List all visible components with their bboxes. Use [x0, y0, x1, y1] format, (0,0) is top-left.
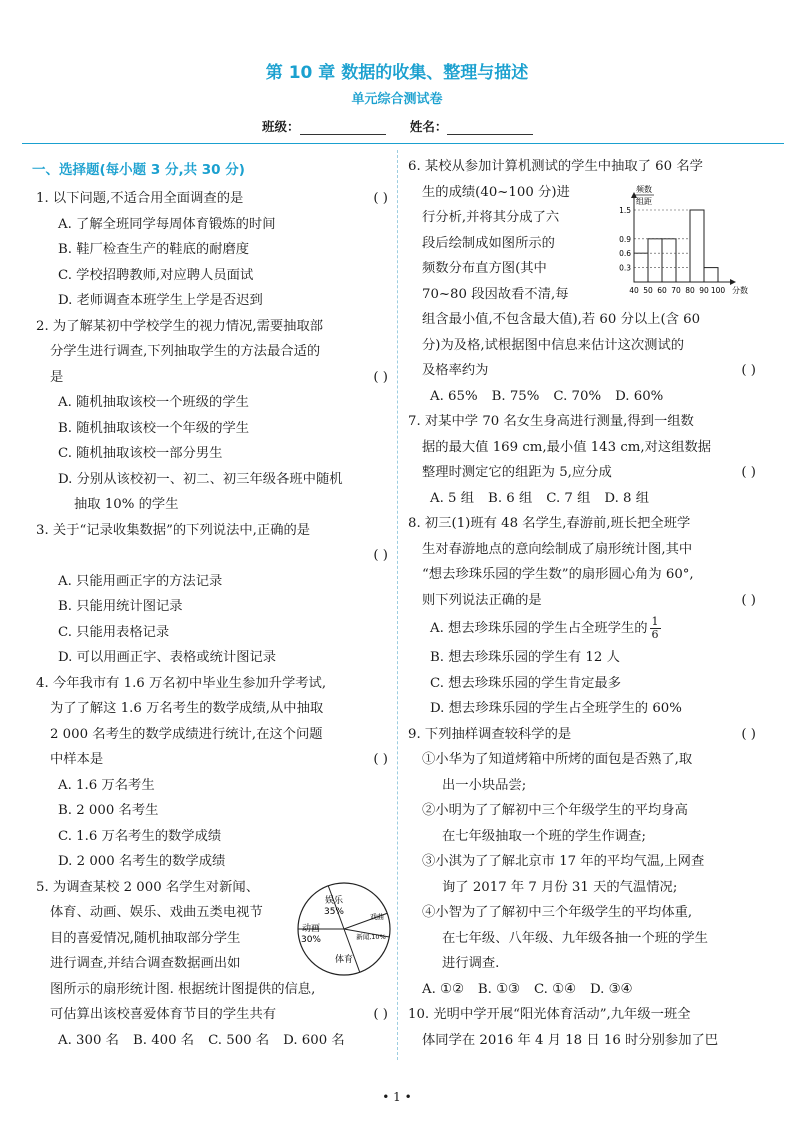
class-field[interactable]	[300, 122, 386, 135]
option[interactable]	[408, 613, 760, 645]
question-2	[36, 314, 392, 518]
option[interactable]: A. ①②	[422, 981, 464, 997]
q8-line: 则下列说法正确的是	[422, 592, 542, 608]
q8-option-a-text: A. 想去珍珠乐园的学生占全班学生的	[430, 621, 648, 636]
answer-bracket[interactable]: ( )	[741, 465, 756, 480]
page-subtitle: 单元综合测试卷	[351, 92, 443, 107]
option-continued: 抽取 10% 的学生	[74, 497, 179, 512]
x-tick-label: 60	[657, 286, 667, 295]
q1-stem: 1. 以下问题,不适合用全面调查的是	[36, 191, 244, 206]
page-number: • 1 •	[382, 1090, 412, 1104]
q10-line: 体同学在 2016 年 4 月 18 日 16 时分别参加了巴	[422, 1032, 719, 1048]
q2-line: 分学生进行调查,下列抽取学生的方法最合适的	[50, 344, 321, 359]
answer-bracket[interactable]: ( )	[373, 191, 388, 206]
q9-item: 询了 2017 年 7 月份 31 天的气温情况;	[442, 879, 678, 895]
option[interactable]: A. 300 名	[58, 1032, 119, 1048]
q5-line: 进行调查,并结合调查数据画出如	[50, 956, 241, 971]
name-label: 姓名：	[409, 119, 448, 134]
q7-line: 整理时测定它的组距为 5,应分成	[422, 465, 612, 480]
q6-line: 6. 某校从参加计算机测试的学生中抽取了 60 名学	[408, 159, 703, 174]
question-8	[408, 511, 760, 722]
q9-item: 进行调查.	[442, 956, 500, 971]
q7-line: 据的最大值 169 cm,最小值 143 cm,对这组数据	[422, 439, 712, 455]
question-3	[36, 518, 392, 671]
x-tick-label: 50	[643, 286, 653, 295]
option[interactable]: B. 想去珍珠乐园的学生有 12 人	[430, 650, 620, 665]
option[interactable]: D. 老师调查本班学生上学是否迟到	[58, 293, 263, 308]
q9-stem: 9. 下列抽样调查较科学的是	[408, 726, 572, 742]
q2-line: 是	[50, 369, 64, 385]
fraction-denominator: 6	[651, 628, 659, 641]
x-tick-label: 70	[671, 286, 681, 295]
q4-line: 中样本是	[50, 752, 104, 767]
pie-label-animation-pct: 30%	[300, 934, 322, 945]
q9-item: ④小智为了了解初中三个年级学生的平均体重,	[422, 905, 693, 920]
q3-stem: 3. 关于“记录收集数据”的下列说法中,正确的是	[36, 522, 311, 538]
option[interactable]: C. 1.6 万名考生的数学成绩	[58, 828, 222, 844]
y-tick-label: 1.5	[619, 206, 631, 215]
question-4	[36, 671, 392, 875]
q2-line: 2. 为了解某初中学校学生的视力情况,需要抽取部	[36, 318, 324, 334]
option[interactable]: B. ①③	[477, 981, 520, 997]
option[interactable]: D. 2 000 名考生的数学成绩	[58, 854, 226, 869]
q6-line: 及格率约为	[422, 363, 489, 378]
option[interactable]: C. 7 组	[546, 490, 591, 506]
y-tick-label: 0.6	[619, 249, 631, 259]
option[interactable]: D. 分别从该校初一、初二、初三年级各班中随机	[58, 471, 343, 487]
x-tick-label: 100	[710, 286, 726, 295]
option[interactable]: D. 60%	[615, 388, 664, 404]
q6-line: 频数分布直方图(其中	[422, 261, 547, 276]
header-divider	[22, 143, 784, 144]
option[interactable]: C. 学校招聘教师,对应聘人员面试	[58, 267, 254, 283]
q5-line: 图所示的扇形统计图. 根据统计图提供的信息,	[50, 981, 316, 997]
option[interactable]: D. 8 组	[604, 490, 650, 506]
q9-item: ③小淇为了了解北京市 17 年的平均气温,上网查	[422, 854, 705, 869]
option[interactable]: B. 2 000 名考生	[58, 803, 159, 818]
x-tick-label: 40	[629, 286, 639, 295]
option[interactable]: C. 只能用表格记录	[58, 624, 170, 640]
option[interactable]: A. 5 组	[430, 490, 475, 506]
option[interactable]: C. 想去珍珠乐园的学生肯定最多	[430, 675, 622, 691]
option[interactable]: A. 了解全班同学每周体育锻炼的时间	[58, 216, 276, 232]
question-1	[36, 186, 392, 314]
q6-line: 行分析,并将其分成了六	[422, 210, 560, 225]
x-tick-label: 80	[685, 286, 695, 295]
q5-line: 5. 为调查某校 2 000 名学生对新闻、	[36, 879, 259, 895]
question-7	[408, 409, 760, 511]
option[interactable]: C. 随机抽取该校一部分男生	[58, 446, 223, 461]
pie-label-opera: 戏曲	[370, 912, 384, 921]
q5-line: 目的喜爱情况,随机抽取部分学生	[50, 930, 241, 946]
y-tick-label: 0.3	[619, 263, 631, 273]
option[interactable]: C. ①④	[533, 981, 576, 997]
q8-line: 8. 初三(1)班有 48 名学生,春游前,班长把全班学	[408, 516, 691, 531]
q4-line: 为了了解这 1.6 万名考生的数学成绩,从中抽取	[50, 701, 324, 716]
q9-item: 出一小块品尝;	[442, 777, 527, 793]
student-info	[262, 117, 553, 135]
option[interactable]: B. 75%	[491, 388, 540, 404]
q8-line: “想去珍珠乐园的学生数”的扇形圆心角为 60°,	[422, 567, 694, 582]
fraction	[650, 616, 661, 641]
option[interactable]: D. 可以用画正字、表格或统计图记录	[58, 650, 277, 665]
option[interactable]: C. 500 名	[208, 1032, 270, 1048]
answer-bracket[interactable]: ( )	[741, 726, 756, 742]
q9-item: 在七年级抽取一个班的学生作调查;	[442, 828, 646, 844]
option[interactable]: D. 600 名	[283, 1032, 345, 1048]
fraction-numerator: 1	[651, 615, 659, 628]
option[interactable]: B. 400 名	[132, 1032, 195, 1048]
y-tick-label: 0.9	[619, 234, 631, 244]
pie-label-entertainment-pct: 35%	[323, 906, 345, 917]
answer-bracket[interactable]: ( )	[373, 548, 388, 563]
option[interactable]: B. 鞋厂检查生产的鞋底的耐磨度	[58, 242, 250, 257]
option[interactable]: B. 6 组	[488, 490, 533, 506]
option[interactable]: A. 随机抽取该校一个班级的学生	[58, 395, 249, 410]
question-10	[408, 1002, 760, 1053]
question-6	[408, 154, 760, 409]
q6-line: 生的成绩(40~100 分)进	[422, 184, 570, 200]
page-title: 第 10 章 数据的收集、整理与描述	[265, 63, 529, 83]
q4-line: 2 000 名考生的数学成绩进行统计,在这个问题	[50, 726, 323, 742]
answer-bracket[interactable]: ( )	[741, 592, 756, 608]
q5-line: 可估算出该校喜爱体育节目的学生共有	[50, 1007, 277, 1022]
x-tick-label: 90	[699, 286, 709, 295]
left-column	[32, 154, 392, 1053]
column-divider	[397, 150, 398, 1060]
x-axis-label: 分数	[732, 286, 748, 295]
y-axis-label-bottom: 组距	[636, 197, 652, 206]
option[interactable]: B. 随机抽取该校一个年级的学生	[58, 420, 250, 436]
option[interactable]: A. 65%	[430, 388, 478, 404]
pie-label-animation: 动画	[301, 923, 321, 934]
answer-bracket[interactable]: ( )	[373, 1007, 388, 1022]
option[interactable]: D. 想去珍珠乐园的学生占全班学生的 60%	[430, 701, 682, 716]
option[interactable]: A. 只能用画正字的方法记录	[58, 573, 223, 589]
q6-line: 分)为及格,试根据图中信息来估计这次测试的	[422, 337, 685, 353]
q8-line: 生对春游地点的意向绘制成了扇形统计图,其中	[422, 541, 693, 557]
option[interactable]: D. ③④	[589, 981, 633, 997]
q9-item: ①小华为了知道烤箱中所烤的面包是否熟了,取	[422, 752, 693, 767]
class-label: 班级：	[262, 119, 300, 134]
q6-line: 段后绘制成如图所示的	[422, 235, 555, 251]
option[interactable]: B. 只能用统计图记录	[58, 599, 183, 614]
pie-label-sports: 体育	[334, 954, 354, 965]
answer-bracket[interactable]: ( )	[741, 363, 756, 378]
right-column	[408, 154, 760, 1053]
q5-line: 体育、动画、娱乐、戏曲五类电视节	[50, 905, 263, 920]
question-5	[36, 875, 392, 1054]
q9-item: 在七年级、八年级、九年级各抽一个班的学生	[442, 930, 708, 946]
option[interactable]: A. 1.6 万名考生	[58, 777, 155, 793]
option[interactable]: C. 70%	[553, 388, 602, 404]
pie-label-news: 新闻,10%	[356, 932, 386, 941]
q9-item: ②小明为了了解初中三个年级学生的平均身高	[422, 803, 688, 818]
section-heading: 一、选择题(每小题 3 分,共 30 分)	[32, 162, 245, 178]
name-field[interactable]	[447, 122, 533, 135]
q10-line: 10. 光明中学开展“阳光体育活动”,九年级一班全	[408, 1007, 691, 1022]
answer-bracket[interactable]: ( )	[373, 369, 388, 385]
q6-line: 70~80 段因故看不清,每	[422, 286, 569, 302]
pie-label-entertainment: 娱乐	[324, 895, 344, 906]
answer-bracket[interactable]: ( )	[373, 752, 388, 767]
y-axis-label-top: 频数	[636, 185, 652, 194]
question-9	[408, 722, 760, 1003]
q7-line: 7. 对某中学 70 名女生身高进行测量,得到一组数	[408, 414, 694, 429]
q6-line: 组含最小值,不包含最大值),若 60 分以上(含 60	[422, 312, 701, 327]
q4-line: 4. 今年我市有 1.6 万名初中毕业生参加升学考试,	[36, 675, 327, 691]
